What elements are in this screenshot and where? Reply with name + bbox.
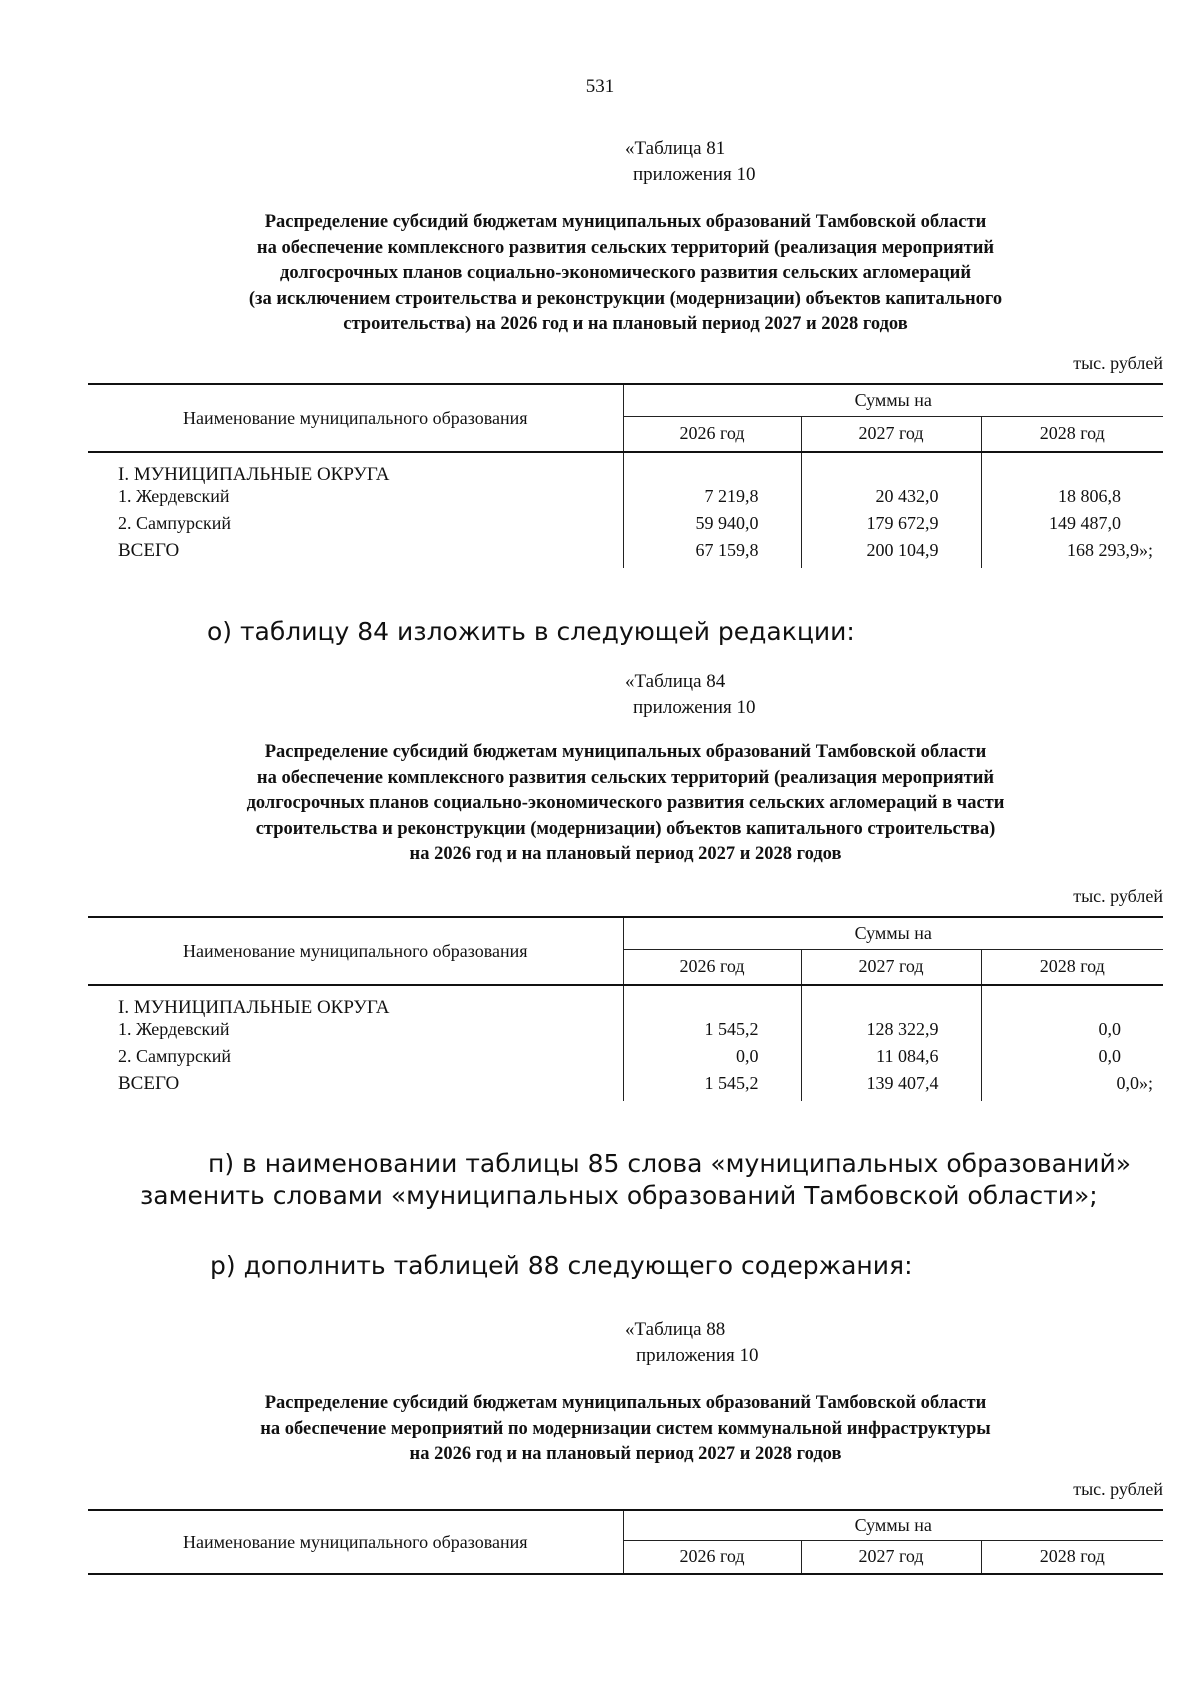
row-name: 1. Жердевский [88,486,623,513]
header-year: 2027 год [801,416,981,452]
title-line: на 2026 год и на плановый период 2027 и 2028 годов [409,844,842,864]
section-heading: I. МУНИЦИПАЛЬНЫЕ ОКРУГА [88,985,623,1019]
total-2026: 67 159,8 [623,540,801,568]
table81-block [88,135,1163,585]
row-name: 2. Сампурский [88,1046,623,1073]
table88-block [88,1316,1163,1696]
cell-2027: 20 432,0 [801,486,981,513]
table88-label-line2: приложения 10 [636,1345,759,1366]
paragraph-r: р) дополнить таблицей 88 следующего содержания: [210,1251,913,1280]
total-label: ВСЕГО [88,1073,623,1101]
table81-title [88,210,1163,338]
table88-title [88,1391,1163,1468]
header-year: 2027 год [801,949,981,985]
title-line: Распределение субсидий бюджетам муниципальных образований Тамбовской области [264,742,987,762]
table84-title [88,740,1163,868]
header-name: Наименование муниципального образования [88,1510,623,1574]
row-name: 2. Сампурский [88,513,623,540]
header-name: Наименование муниципального образования [88,917,623,985]
title-line: на обеспечение мероприятий по модернизации систем коммунальной инфраструктуры [260,1418,991,1439]
table88 [88,1509,1163,1575]
total-2027: 200 104,9 [801,540,981,568]
table81-label-line1: «Таблица 81 [625,138,726,159]
table81-label-line2: приложения 10 [633,164,756,185]
title-line: на обеспечение комплексного развития сельских территорий (реализация мероприятий [256,767,995,788]
header-year: 2026 год [623,949,801,985]
total-label: ВСЕГО [88,540,623,568]
paragraph-p-line1: п) в наименовании таблицы 85 слова «муниципальных образований» [208,1149,1132,1178]
table81-unit: тыс. рублей [1073,353,1163,373]
table84 [88,916,1163,1101]
header-sums: Суммы на [623,384,1163,416]
row-name: 1. Жердевский [88,1019,623,1046]
header-year: 2026 год [623,416,801,452]
header-year: 2026 год [623,1540,801,1574]
cell-2026: 59 940,0 [623,513,801,540]
title-line: строительства) на 2026 год и на плановый период 2027 и 2028 годов [343,314,908,334]
header-year: 2028 год [981,416,1163,452]
total-2028: 0,0»; [1116,1073,1153,1093]
cell-2028: 0,0 [1098,1019,1121,1039]
paragraph-p-line2: заменить словами «муниципальных образований Тамбовской области»; [140,1181,1098,1210]
header-year: 2027 год [801,1540,981,1574]
title-line: долгосрочных планов социально-экономического развития сельских агломераций в части [246,793,1005,813]
title-line: долгосрочных планов социально-экономического развития сельских агломераций [280,263,971,283]
header-sums: Суммы на [623,917,1163,949]
total-2027: 139 407,4 [801,1073,981,1101]
title-line: строительства и реконструкции (модернизации) объектов капитального строительства) [255,818,996,839]
cell-2026: 7 219,8 [623,486,801,513]
cell-2027: 179 672,9 [801,513,981,540]
table84-label-line1: «Таблица 84 [625,671,726,692]
table84-block [88,668,1163,1118]
paragraph-o: о) таблицу 84 изложить в следующей редакции: [207,617,855,646]
cell-2027: 11 084,6 [801,1046,981,1073]
header-year: 2028 год [981,1540,1163,1574]
cell-2028: 149 487,0 [1049,513,1121,533]
total-2028: 168 293,9»; [1066,540,1153,560]
header-sums: Суммы на [623,1510,1163,1540]
header-name: Наименование муниципального образования [88,384,623,452]
cell-2026: 1 545,2 [623,1019,801,1046]
paragraph-p [140,1148,1140,1212]
cell-2027: 128 322,9 [801,1019,981,1046]
table84-unit: тыс. рублей [1073,886,1163,906]
title-line: на 2026 год и на плановый период 2027 и 2028 годов [409,1444,842,1464]
header-year: 2028 год [981,949,1163,985]
table81 [88,383,1163,568]
title-line: на обеспечение комплексного развития сельских территорий (реализация мероприятий [256,237,995,258]
title-line: Распределение субсидий бюджетам муниципальных образований Тамбовской области [264,212,987,232]
cell-2026: 0,0 [623,1046,801,1073]
cell-2028: 0,0 [1098,1046,1121,1066]
cell-2028: 18 806,8 [1058,486,1121,506]
total-2026: 1 545,2 [623,1073,801,1101]
section-heading: I. МУНИЦИПАЛЬНЫЕ ОКРУГА [88,452,623,486]
title-line: (за исключением строительства и реконструкции (модернизации) объектов капитального [248,288,1003,309]
table88-unit: тыс. рублей [1073,1479,1163,1499]
table88-label-line1: «Таблица 88 [625,1319,726,1340]
table84-label-line2: приложения 10 [633,697,756,718]
page-number: 531 [585,76,615,97]
title-line: Распределение субсидий бюджетам муниципальных образований Тамбовской области [264,1393,987,1413]
